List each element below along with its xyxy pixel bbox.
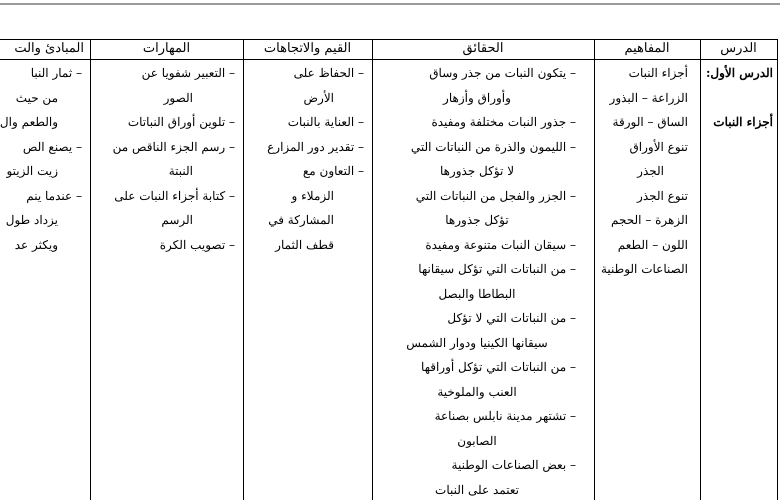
fact-item: – من النباتات التي لا تؤكل [447,311,576,325]
concept-item: الزهرة – الحجم [611,213,688,227]
lesson-name: الدرس الأول: [705,66,773,80]
principle-item: والطعم وال [0,115,58,129]
facts-header: الحقائق [462,41,504,56]
fact-item: لا تؤكل جذورها [439,164,515,178]
skill-item: – كتابة أجزاء النبات على [114,188,235,203]
value-item: – تقدير دور المزارع [267,139,364,154]
fact-item: تعتمد على النبات [435,482,519,497]
principle-item: – يصنع الص [22,139,82,154]
fact-item: – من النباتات التي تؤكل أوراقها [421,360,576,374]
fact-item: الصابون [457,433,497,448]
principle-item: من حيث [15,90,58,105]
principle-item: ويكثر عد [14,237,58,252]
principle-item: – ثمار النبا [30,66,82,80]
skill-item: – تصويب الكرة [159,237,235,252]
skills-header: المهارات [142,41,191,56]
skill-item: – التعبير شفويا عن [141,66,235,80]
principles-header: المبادئ والت [14,41,84,56]
concepts-column [594,39,700,500]
fact-item: – جذور النبات مختلفة ومفيدة [431,115,576,129]
curriculum-table [0,39,778,500]
concept-item: تنوع الجذر [637,188,688,203]
value-item: المشاركة في [268,213,334,227]
fact-item: – بعض الصناعات الوطنية [451,458,576,472]
concept-item: الصناعات الوطنية [600,262,688,276]
value-item: – التعاون مع [302,164,364,178]
value-item: الزملاء و [291,188,334,203]
fact-item: العنب والملوخية [437,384,517,399]
table-border-right [777,39,778,500]
fact-item: – يتكون النبات من جذر وساق [429,66,576,80]
principle-item: يزداد طول [5,213,58,227]
fact-item: سيقانها الكينيا ودوار الشمس [406,335,548,350]
values-column [243,39,372,500]
skills-column [90,39,243,500]
principles-column [0,39,90,500]
principle-item: – عندما ينم [26,188,82,203]
concept-item: الساق – الورقة [612,115,688,129]
lesson-title: أجزاء النبات [713,114,773,129]
concept-item: الزراعة – البذور [609,90,688,105]
skill-item: – تلوين أوراق النباتات [127,115,235,129]
value-item: الأرض [303,90,334,105]
value-item: – العناية بالنبات [287,115,364,129]
lesson-header: الدرس [720,41,757,56]
skill-item: الصور [163,90,193,105]
fact-item: – الجزر والفجل من النباتات التي [415,188,576,203]
concept-item: تنوع الأوراق [629,139,688,154]
skill-item: النبتة [168,164,193,178]
fact-item: – تشتهر مدينة نابلس بصناعة [434,409,576,423]
values-header: القيم والاتجاهات [263,41,352,56]
fact-item: البطاطا والبصل [438,286,516,301]
fact-item: وأوراق وأزهار [443,90,511,105]
fact-item: – سيقان النبات متنوعة ومفيدة [425,237,576,252]
facts-column [372,39,594,500]
concept-item: الجذر [637,164,664,178]
fact-item: – من النباتات التي تؤكل سيقانها [418,262,576,276]
fact-item: تؤكل جذورها [445,213,509,227]
fact-item: – الليمون والذرة من النباتات التي [410,139,576,154]
value-item: قطف الثمار [275,237,334,252]
top-rule [0,3,780,5]
skill-item: الرسم [161,213,193,227]
concept-item: اللون – الطعم [617,237,688,252]
concepts-header: المفاهيم [624,41,670,56]
concept-item: أجزاء النبات [628,66,688,80]
skill-item: – رسم الجزء الناقص من [112,139,235,154]
lesson-column [700,39,777,500]
value-item: – الحفاظ على [293,66,364,80]
principle-item: زيت الزيتو [6,164,58,178]
